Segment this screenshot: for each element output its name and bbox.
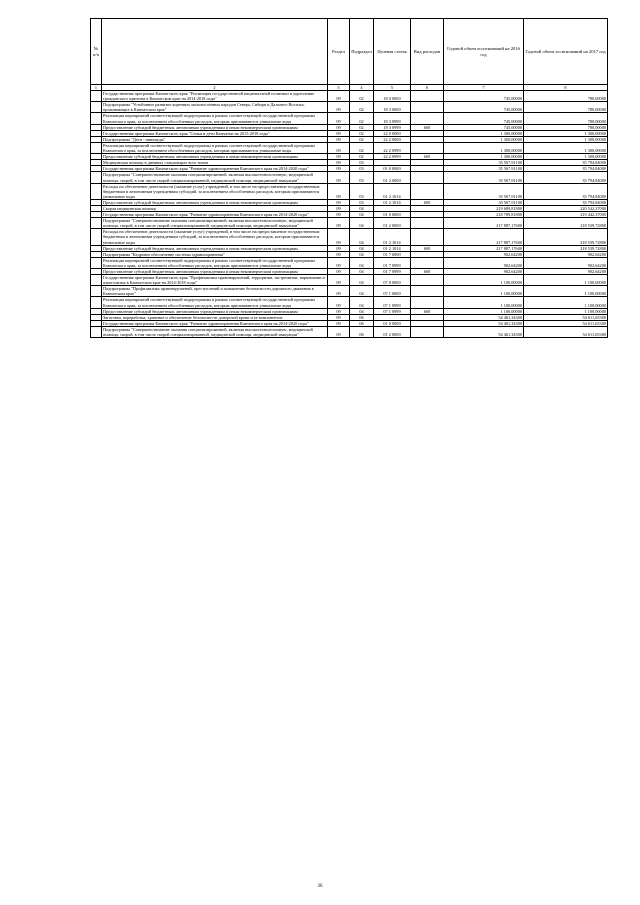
subsection-cell: 04 xyxy=(350,245,374,251)
amount-2016-cell: 745,00000 xyxy=(444,91,524,102)
amount-2016-cell: 1 100,00000 xyxy=(444,308,524,314)
amount-2017-cell: 902,64200 xyxy=(524,257,608,268)
expense-type-cell xyxy=(411,91,444,102)
expense-name-cell: Предоставление субсидий бюджетным, автономным учреждениям и иным некоммерческим организациям xyxy=(102,308,328,314)
target-article-cell: 01 2 0000 xyxy=(374,172,411,183)
subsection-cell: 04 xyxy=(350,229,374,245)
subsection-cell: 02 xyxy=(350,102,374,113)
amount-2017-cell: 780,00000 xyxy=(524,91,608,102)
amount-2017-cell: 35 794,84000 xyxy=(524,199,608,205)
expense-name-cell: Предоставление субсидий бюджетным, автономным учреждениям и иным некоммерческим организациям xyxy=(102,245,328,251)
subsection-cell: 04 xyxy=(350,251,374,257)
subsection-cell: 06 xyxy=(350,314,374,320)
subsection-cell: 02 xyxy=(350,113,374,124)
row-number-cell xyxy=(91,113,102,124)
target-article-cell: 01 0 0000 xyxy=(374,320,411,326)
column-number: 2 xyxy=(102,85,328,91)
amount-2017-cell: 54 611,65300 xyxy=(524,314,608,320)
header-subsection: Подраздел xyxy=(350,19,374,85)
table-row xyxy=(91,297,608,308)
subsection-cell: 02 xyxy=(350,136,374,142)
target-article-cell: 22 0 0000 xyxy=(374,130,411,136)
amount-2016-cell: 217 887,17600 xyxy=(444,218,524,229)
expense-type-cell: 600 xyxy=(411,199,444,205)
amount-2017-cell: 219 442,37000 xyxy=(524,212,608,218)
table-row xyxy=(91,102,608,113)
amount-2016-cell: 1 100,00000 xyxy=(444,286,524,297)
amount-2016-cell: 217 887,17600 xyxy=(444,245,524,251)
table-header-row xyxy=(91,19,608,85)
section-cell: 09 xyxy=(328,205,350,211)
amount-2016-cell: 35 567,91100 xyxy=(444,199,524,205)
subsection-cell: 06 xyxy=(350,326,374,337)
section-cell: 09 xyxy=(328,257,350,268)
subsection-cell: 02 xyxy=(350,130,374,136)
target-article-cell: 01 2 1014 xyxy=(374,245,411,251)
amount-2017-cell: 902,64200 xyxy=(524,269,608,275)
amount-2017-cell: 35 794,84000 xyxy=(524,160,608,166)
amount-2017-cell: 1 100,00000 xyxy=(524,286,608,297)
row-number-cell xyxy=(91,218,102,229)
target-article-cell: 01 2 0000 xyxy=(374,326,411,337)
amount-2016-cell: 745,00000 xyxy=(444,124,524,130)
amount-2017-cell: 780,00000 xyxy=(524,124,608,130)
table-row xyxy=(91,326,608,337)
section-cell: 09 xyxy=(328,166,350,172)
expense-type-cell xyxy=(411,142,444,153)
expense-name-cell: Государственная программа Камчатского края "Развитие здравоохранения Камчатского края на 2014-2020 годы" xyxy=(102,166,328,172)
expense-type-cell xyxy=(411,183,444,199)
target-article-cell: 18 3 0999 xyxy=(374,113,411,124)
amount-2016-cell: 217 887,17600 xyxy=(444,229,524,245)
expense-name-cell: Расходы на обеспечение деятельности (оказание услуг) учреждений, в том числе на предоставление государственным бюджетным и автономным учреждениям субсидий, за исключением обособленных расходов, которым присваиваются уникальные коды xyxy=(102,229,328,245)
section-cell: 09 xyxy=(328,124,350,130)
subsection-cell: 02 xyxy=(350,142,374,153)
amount-2017-cell: 1 100,00000 xyxy=(524,297,608,308)
column-number: 5 xyxy=(374,85,411,91)
expense-name-cell: Реализация мероприятий соответствующей подпрограммы в рамках соответствующей государственной программы Камчатского края, за исключением обособленных расходов, которым присваиваются уникальные коды xyxy=(102,257,328,268)
target-article-cell: 22 2 0999 xyxy=(374,154,411,160)
section-cell: 09 xyxy=(328,91,350,102)
header-number: № п/п xyxy=(91,19,102,85)
row-number-cell xyxy=(91,91,102,102)
subsection-cell: 04 xyxy=(350,269,374,275)
expense-type-cell xyxy=(411,218,444,229)
expense-type-cell xyxy=(411,102,444,113)
expense-type-cell xyxy=(411,297,444,308)
section-cell: 09 xyxy=(328,229,350,245)
amount-2016-cell: 1 100,00000 xyxy=(444,275,524,286)
amount-2016-cell: 35 567,91100 xyxy=(444,166,524,172)
header-expense-type: Вид расходов xyxy=(411,19,444,85)
amount-2017-cell: 902,64200 xyxy=(524,251,608,257)
section-cell: 09 xyxy=(328,113,350,124)
column-number: 6 xyxy=(411,85,444,91)
expense-name-cell: Подпрограмма "Дети - инвалиды" xyxy=(102,136,328,142)
expense-name-cell: Медицинская помощь в дневных стационарах всех типов xyxy=(102,160,328,166)
target-article-cell: 18 3 0999 xyxy=(374,124,411,130)
amount-2016-cell: 35 567,91100 xyxy=(444,172,524,183)
section-cell: 09 xyxy=(328,136,350,142)
row-number-cell xyxy=(91,297,102,308)
expense-type-cell xyxy=(411,172,444,183)
section-cell: 09 xyxy=(328,160,350,166)
column-number: 3 xyxy=(328,85,350,91)
amount-2017-cell: 35 794,84000 xyxy=(524,183,608,199)
amount-2016-cell: 745,00000 xyxy=(444,113,524,124)
section-cell: 09 xyxy=(328,172,350,183)
row-number-cell xyxy=(91,326,102,337)
column-number: 1 xyxy=(91,85,102,91)
target-article-cell: 01 7 0999 xyxy=(374,269,411,275)
section-cell: 09 xyxy=(328,269,350,275)
amount-2017-cell: 218 539,72800 xyxy=(524,218,608,229)
expense-type-cell: 600 xyxy=(411,269,444,275)
section-cell: 09 xyxy=(328,275,350,286)
section-cell: 09 xyxy=(328,251,350,257)
row-number-cell xyxy=(91,257,102,268)
amount-2016-cell: 218 789,81800 xyxy=(444,212,524,218)
amount-2016-cell: 902,64200 xyxy=(444,269,524,275)
amount-2016-cell: 1 300,00000 xyxy=(444,154,524,160)
subsection-cell: 04 xyxy=(350,218,374,229)
section-cell: 09 xyxy=(328,308,350,314)
section-cell: 09 xyxy=(328,212,350,218)
section-cell: 09 xyxy=(328,245,350,251)
subsection-cell: 02 xyxy=(350,124,374,130)
expense-name-cell: Подпрограмма "Профилактика правонарушений, преступлений и повышение безопасности дорожного движения в Камчатском крае" xyxy=(102,286,328,297)
amount-2017-cell: 1 300,00000 xyxy=(524,142,608,153)
subsection-cell: 03 xyxy=(350,172,374,183)
row-number-cell xyxy=(91,286,102,297)
expense-name-cell: Заготовка, переработка, хранение и обеспечение безопасности донорской крови и ее компонентов xyxy=(102,314,328,320)
expense-type-cell: 600 xyxy=(411,245,444,251)
expense-name-cell: Государственная программа Камчатского края "Семья и дети Камчатки на 2015-2018 годы" xyxy=(102,130,328,136)
expense-name-cell: Государственная программа Камчатского края "Развитие здравоохранения Камчатского края на 2014-2020 годы" xyxy=(102,320,328,326)
amount-2017-cell: 780,00000 xyxy=(524,102,608,113)
column-number: 4 xyxy=(350,85,374,91)
expense-name-cell: Реализация мероприятий соответствующей подпрограммы в рамках соответствующей государственной программы Камчатского края, за исключением обособленных расходов, которым присваиваются уникальные коды xyxy=(102,113,328,124)
amount-2017-cell: 1 100,00000 xyxy=(524,275,608,286)
section-cell: 09 xyxy=(328,154,350,160)
expense-type-cell: 600 xyxy=(411,124,444,130)
subsection-cell: 04 xyxy=(350,275,374,286)
amount-2017-cell: 218 539,72800 xyxy=(524,245,608,251)
page-number: 36 xyxy=(317,884,323,889)
header-name xyxy=(102,19,328,85)
section-cell: 09 xyxy=(328,183,350,199)
section-cell: 09 xyxy=(328,314,350,320)
expense-name-cell: Подпрограмма "Совершенствование оказания специализированной, включая высокотехнологичную, медицинской помощи, скорой, в том числе скорой специализированной, медицинской помощи, медицинской эвакуации" xyxy=(102,326,328,337)
subsection-cell: 04 xyxy=(350,308,374,314)
amount-2017-cell: 54 611,65300 xyxy=(524,320,608,326)
target-article-cell: 01 7 0000 xyxy=(374,251,411,257)
target-article-cell: 22 2 0000 xyxy=(374,136,411,142)
subsection-cell: 03 xyxy=(350,166,374,172)
expense-type-cell xyxy=(411,257,444,268)
expense-name-cell: Предоставление субсидий бюджетным, автономным учреждениям и иным некоммерческим организациям xyxy=(102,269,328,275)
table-row xyxy=(91,229,608,245)
header-amount-2016: Годовой объем ассигнований на 2016 год xyxy=(444,19,524,85)
expense-type-cell xyxy=(411,286,444,297)
expense-name-cell: Подпрограмма "Совершенствование оказания специализированной, включая высокотехнологичную, медицинской помощи, скорой, в том числе скорой специализированной, медицинской помощи, медицинской эвакуации" xyxy=(102,218,328,229)
amount-2017-cell: 780,00000 xyxy=(524,113,608,124)
target-article-cell: 22 2 0999 xyxy=(374,142,411,153)
target-article-cell: 07 0 0000 xyxy=(374,275,411,286)
target-article-cell: 01 0 0000 xyxy=(374,166,411,172)
amount-2017-cell: 1 300,00000 xyxy=(524,136,608,142)
row-number-cell xyxy=(91,142,102,153)
target-article-cell: 18 3 0000 xyxy=(374,102,411,113)
target-article-cell: 01 7 0999 xyxy=(374,257,411,268)
amount-2017-cell: 220 542,37000 xyxy=(524,205,608,211)
table-row xyxy=(91,275,608,286)
amount-2017-cell: 218 539,72800 xyxy=(524,229,608,245)
subsection-cell: 04 xyxy=(350,212,374,218)
table-row xyxy=(91,286,608,297)
expense-name-cell: Предоставление субсидий бюджетным, автономным учреждениям и иным некоммерческим организациям xyxy=(102,154,328,160)
section-cell: 09 xyxy=(328,320,350,326)
target-article-cell: 18 0 0000 xyxy=(374,91,411,102)
table-row xyxy=(91,218,608,229)
expense-name-cell: Расходы на обеспечение деятельности (оказание услуг) учреждений, в том числе на предоставление государственным бюджетным и автономным учреждениям субсидий, за исключением обособленных расходов, которым присваиваются уникальные коды xyxy=(102,183,328,199)
expense-name-cell: Подпрограмма "Совершенствование оказания специализированной, включая высокотехнологичную, медицинской помощи, скорой, в том числе скорой специализированной, медицинской помощи, медицинской эвакуации" xyxy=(102,172,328,183)
expense-type-cell xyxy=(411,229,444,245)
subsection-cell: 02 xyxy=(350,154,374,160)
target-article-cell: 07 1 0999 xyxy=(374,308,411,314)
table-row xyxy=(91,113,608,124)
expense-name-cell: Государственная программа Камчатского края "Профилактика правонарушений, терроризма, экстремизма, наркомании и алкоголизма в Камчатском крае на 2014-2018 годы" xyxy=(102,275,328,286)
expense-name-cell: Подпрограмма "Кадровое обеспечение системы здравоохранения" xyxy=(102,251,328,257)
row-number-cell xyxy=(91,183,102,199)
table-row xyxy=(91,142,608,153)
expense-name-cell: Государственная программа Камчатского края "Реализация государственной национальной политики и укрепление гражданского единства в Камчатском крае на 2014-2018 годы" xyxy=(102,91,328,102)
amount-2016-cell: 35 567,91100 xyxy=(444,160,524,166)
expense-type-cell xyxy=(411,326,444,337)
header-section: Раздел xyxy=(328,19,350,85)
header-amount-2017: Годовой объем ассигнований на 2017 год xyxy=(524,19,608,85)
amount-2016-cell: 1 300,00000 xyxy=(444,142,524,153)
amount-2016-cell: 54 461,34300 xyxy=(444,314,524,320)
amount-2017-cell: 54 611,65300 xyxy=(524,326,608,337)
target-article-cell: 01 2 1014 xyxy=(374,229,411,245)
budget-table xyxy=(90,18,608,338)
amount-2016-cell: 902,64200 xyxy=(444,257,524,268)
expense-type-cell xyxy=(411,113,444,124)
subsection-cell: 03 xyxy=(350,183,374,199)
section-cell: 09 xyxy=(328,199,350,205)
expense-name-cell: Предоставление субсидий бюджетным, автономным учреждениям и иным некоммерческим организациям xyxy=(102,124,328,130)
row-number-cell xyxy=(91,275,102,286)
amount-2016-cell: 35 567,91100 xyxy=(444,183,524,199)
target-article-cell: 01 2 0000 xyxy=(374,218,411,229)
section-cell: 09 xyxy=(328,142,350,153)
table-row xyxy=(91,183,608,199)
amount-2017-cell: 35 794,84000 xyxy=(524,166,608,172)
subsection-cell: 02 xyxy=(350,91,374,102)
subsection-cell: 03 xyxy=(350,160,374,166)
section-cell: 09 xyxy=(328,297,350,308)
subsection-cell: 04 xyxy=(350,286,374,297)
amount-2016-cell: 54 461,34300 xyxy=(444,320,524,326)
table-row xyxy=(91,91,608,102)
row-number-cell xyxy=(91,229,102,245)
amount-2017-cell: 1 300,00000 xyxy=(524,154,608,160)
subsection-cell: 04 xyxy=(350,297,374,308)
row-number-cell xyxy=(91,172,102,183)
amount-2017-cell: 35 794,84000 xyxy=(524,172,608,183)
section-cell: 09 xyxy=(328,130,350,136)
amount-2016-cell: 1 300,00000 xyxy=(444,136,524,142)
subsection-cell: 04 xyxy=(350,205,374,211)
column-number: 7 xyxy=(444,85,524,91)
header-target-article: Целевая статья xyxy=(374,19,411,85)
expense-type-cell: 600 xyxy=(411,308,444,314)
section-cell: 09 xyxy=(328,286,350,297)
target-article-cell: 07 1 0000 xyxy=(374,286,411,297)
amount-2016-cell: 902,64200 xyxy=(444,251,524,257)
section-cell: 09 xyxy=(328,218,350,229)
amount-2017-cell: 1 100,00000 xyxy=(524,308,608,314)
amount-2016-cell: 1 300,00000 xyxy=(444,130,524,136)
amount-2016-cell: 745,00000 xyxy=(444,102,524,113)
expense-name-cell: Подпрограмма "Устойчивое развитие коренных малочисленных народов Севера, Сибири и Дальнего Востока, проживающих в Камчатском крае" xyxy=(102,102,328,113)
subsection-cell: 04 xyxy=(350,257,374,268)
target-article-cell: 01 0 0000 xyxy=(374,212,411,218)
column-number: 8 xyxy=(524,85,608,91)
section-cell: 09 xyxy=(328,102,350,113)
expense-type-cell xyxy=(411,275,444,286)
table-row xyxy=(91,257,608,268)
expense-name-cell: Государственная программа Камчатского края "Развитие здравоохранения Камчатского края на 2014-2020 годы" xyxy=(102,212,328,218)
expense-name-cell: Реализация мероприятий соответствующей подпрограммы в рамках соответствующей государственной программы Камчатского края, за исключением обособленных расходов, которым присваиваются уникальные коды xyxy=(102,142,328,153)
section-cell: 09 xyxy=(328,326,350,337)
expense-name-cell: Реализация мероприятий соответствующей подпрограммы в рамках соответствующей государственной программы Камчатского края, за исключением обособленных расходов, которым присваиваются уникальные коды xyxy=(102,297,328,308)
target-article-cell: 07 1 0999 xyxy=(374,297,411,308)
subsection-cell: 06 xyxy=(350,320,374,326)
amount-2016-cell: 54 461,34300 xyxy=(444,326,524,337)
expense-name-cell: Предоставление субсидий бюджетным, автономным учреждениям и иным некоммерческим организациям xyxy=(102,199,328,205)
amount-2017-cell: 1 300,00000 xyxy=(524,130,608,136)
table-row xyxy=(91,172,608,183)
row-number-cell xyxy=(91,102,102,113)
expense-type-cell: 600 xyxy=(411,154,444,160)
target-article-cell: 01 2 1014 xyxy=(374,183,411,199)
subsection-cell: 03 xyxy=(350,199,374,205)
target-article-cell: 01 2 1014 xyxy=(374,199,411,205)
expense-name-cell: Скорая медицинская помощь xyxy=(102,205,328,211)
amount-2016-cell: 1 100,00000 xyxy=(444,297,524,308)
amount-2016-cell: 219 689,81800 xyxy=(444,205,524,211)
